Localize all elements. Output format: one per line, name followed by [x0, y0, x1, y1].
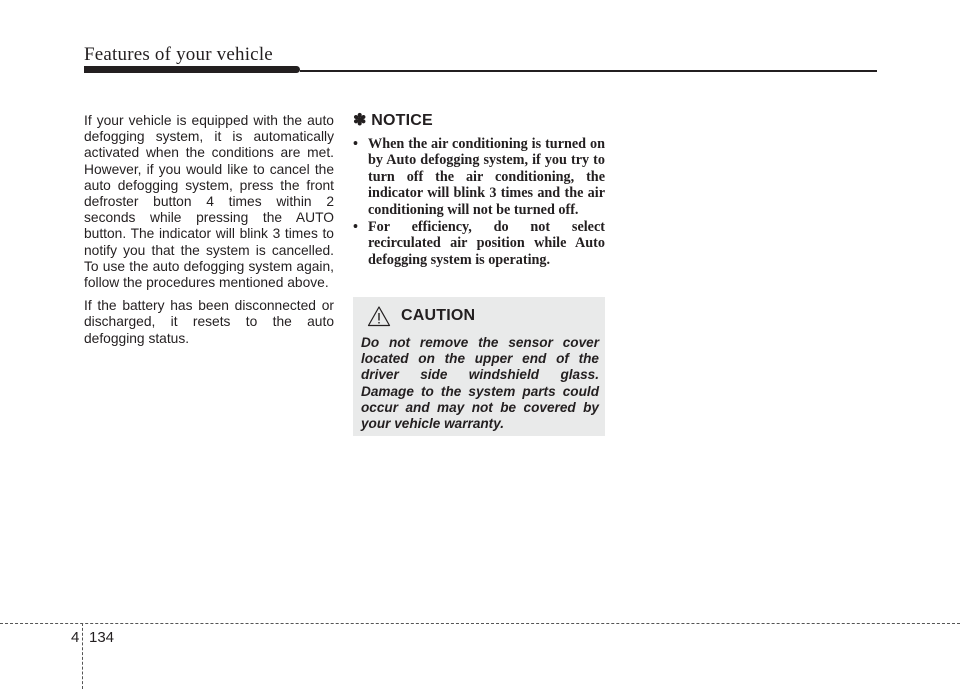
list-item — [353, 219, 605, 268]
footer-divider — [82, 623, 83, 689]
body-paragraph: If the battery has been disconnected or discharged, it resets to the auto defogging status. — [84, 298, 334, 346]
notice-title: NOTICE — [371, 112, 433, 129]
caution-title: CAUTION — [401, 307, 476, 324]
caution-box — [353, 297, 605, 436]
notice-item-text: For efficiency, do not select recirculated air position while Auto defogging system is operating. — [368, 219, 605, 268]
notice-list — [353, 136, 605, 268]
warning-triangle-icon — [367, 305, 391, 327]
chapter-number: 4 — [71, 629, 80, 646]
header-bar — [84, 66, 300, 73]
body-paragraph: If your vehicle is equipped with the auto defogging system, it is automatically activated when the conditions are met. However, if you would like to cancel the auto defogging system, press the front defroster button 4 times within 2 seconds while pressing the AUTO button. The indicator will blink 3 times to notify you that the system is cancelled. To use the auto defogging system again, follow the procedures mentioned above. — [84, 113, 334, 291]
page-number: 134 — [89, 629, 115, 646]
header-rule — [300, 70, 877, 72]
header-title: Features of your vehicle — [84, 44, 273, 65]
bullet-icon: • — [353, 136, 358, 152]
notice-section — [353, 110, 605, 269]
bullet-icon: • — [353, 219, 358, 236]
notice-symbol-icon: ✽ — [353, 112, 367, 129]
caution-text: Do not remove the sensor cover located on the upper end of the driver side windshield glass. Damage to the system parts could occur and may not be covered by your vehicle warranty. — [361, 335, 599, 432]
footer-rule — [0, 623, 960, 624]
caution-heading — [361, 304, 599, 328]
notice-heading — [353, 110, 605, 130]
notice-item-text: When the air conditioning is turned on by Auto defogging system, if you try to turn off the air conditioning, the indicator will blink 3 times and the air conditioning will not be turned off. — [368, 136, 605, 218]
body-text-column — [84, 113, 334, 354]
list-item — [353, 136, 605, 218]
